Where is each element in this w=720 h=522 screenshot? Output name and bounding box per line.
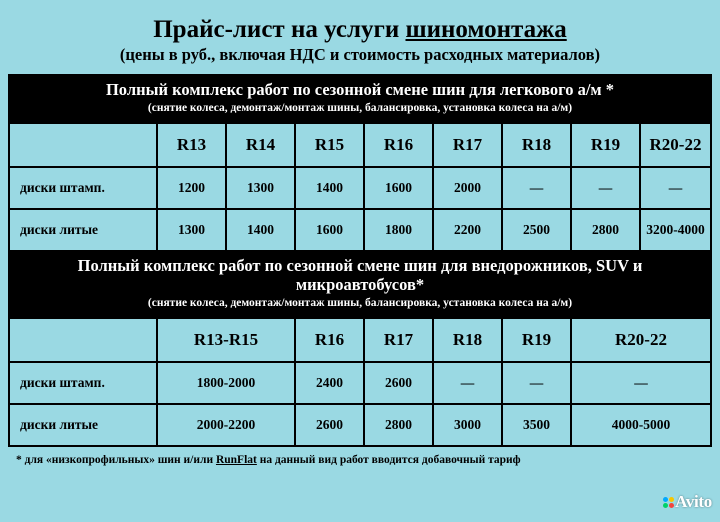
table-cell: 1400 [295,167,364,209]
table-cell: 2000-2200 [157,404,295,446]
table-row [9,209,711,251]
table-cell: 2600 [364,362,433,404]
section2-corner-cell [9,318,157,362]
page-title-underlined: шиномонтажа [405,16,567,43]
table-row [9,404,711,446]
section1-col-header: R17 [433,123,502,167]
section2-col-header: R18 [433,318,502,362]
table-cell: — [571,362,711,404]
table-cell: 1600 [295,209,364,251]
avito-watermark [663,492,712,512]
price-table [8,74,712,447]
section2-col-header: R16 [295,318,364,362]
page-title-text: Прайс-лист на услуги [153,16,406,43]
section2-col-header: R20-22 [571,318,711,362]
section2-band-cell [9,251,711,318]
row-label: диски штамп. [9,167,157,209]
section2-band-sub: (снятие колеса, демонтаж/монтаж шины, балансировка, установка колеса на а/м) [147,297,573,310]
section1-col-header: R15 [295,123,364,167]
section1-col-header: R14 [226,123,295,167]
table-cell: 2600 [295,404,364,446]
table-row [9,362,711,404]
section2-col-header: R13-R15 [157,318,295,362]
section1-col-header: R16 [364,123,433,167]
footnote-text: * для «низкопрофильных» шин и/или RunFlat на данный вид работ вводится добавочный тариф [16,453,521,466]
table-cell: 2800 [364,404,433,446]
section1-col-header: R20-22 [640,123,711,167]
row-label: диски штамп. [9,362,157,404]
table-cell: 2400 [295,362,364,404]
row-label: диски литые [9,404,157,446]
section1-corner-cell [9,123,157,167]
table-cell: — [502,167,571,209]
section1-band-sub: (снятие колеса, демонтаж/монтаж шины, балансировка, установка колеса на а/м) [147,102,573,115]
table-cell: 3000 [433,404,502,446]
table-cell: — [502,362,571,404]
footnote [16,454,708,468]
section2-band-row [9,251,711,318]
table-cell: — [571,167,640,209]
footnote-underlined: RunFlat [215,453,257,466]
table-cell: 1400 [226,209,295,251]
section2-col-header: R19 [502,318,571,362]
table-cell: 3500 [502,404,571,446]
avito-logo-icon [663,497,674,508]
page-subtitle: (цены в руб., включая НДС и стоимость расходных материалов) [119,44,601,64]
table-cell: 1800-2000 [157,362,295,404]
section2-col-header: R17 [364,318,433,362]
table-cell: 2800 [571,209,640,251]
table-cell: 1600 [364,167,433,209]
section1-header-row [9,123,711,167]
section2-header-row [9,318,711,362]
table-cell: 1800 [364,209,433,251]
table-cell: 2000 [433,167,502,209]
table-cell: — [433,362,502,404]
table-cell: 2500 [502,209,571,251]
section1-col-header: R13 [157,123,226,167]
page-title [8,16,712,44]
section1-band-row [9,75,711,123]
row-label: диски литые [9,209,157,251]
table-cell: — [640,167,711,209]
table-cell: 2200 [433,209,502,251]
table-cell: 1200 [157,167,226,209]
table-cell: 1300 [226,167,295,209]
section1-band-cell [9,75,711,123]
section1-col-header: R19 [571,123,640,167]
table-row [9,167,711,209]
table-cell: 3200-4000 [640,209,711,251]
avito-watermark-label: Avito [675,492,712,511]
table-cell: 4000-5000 [571,404,711,446]
section1-col-header: R18 [502,123,571,167]
section2-band-main: Полный комплекс работ по сезонной смене шин для внедорожников, SUV и микроавтобусов* [77,256,643,295]
table-cell: 1300 [157,209,226,251]
section1-band-main: Полный комплекс работ по сезонной смене шин для легкового а/м * [105,80,615,100]
